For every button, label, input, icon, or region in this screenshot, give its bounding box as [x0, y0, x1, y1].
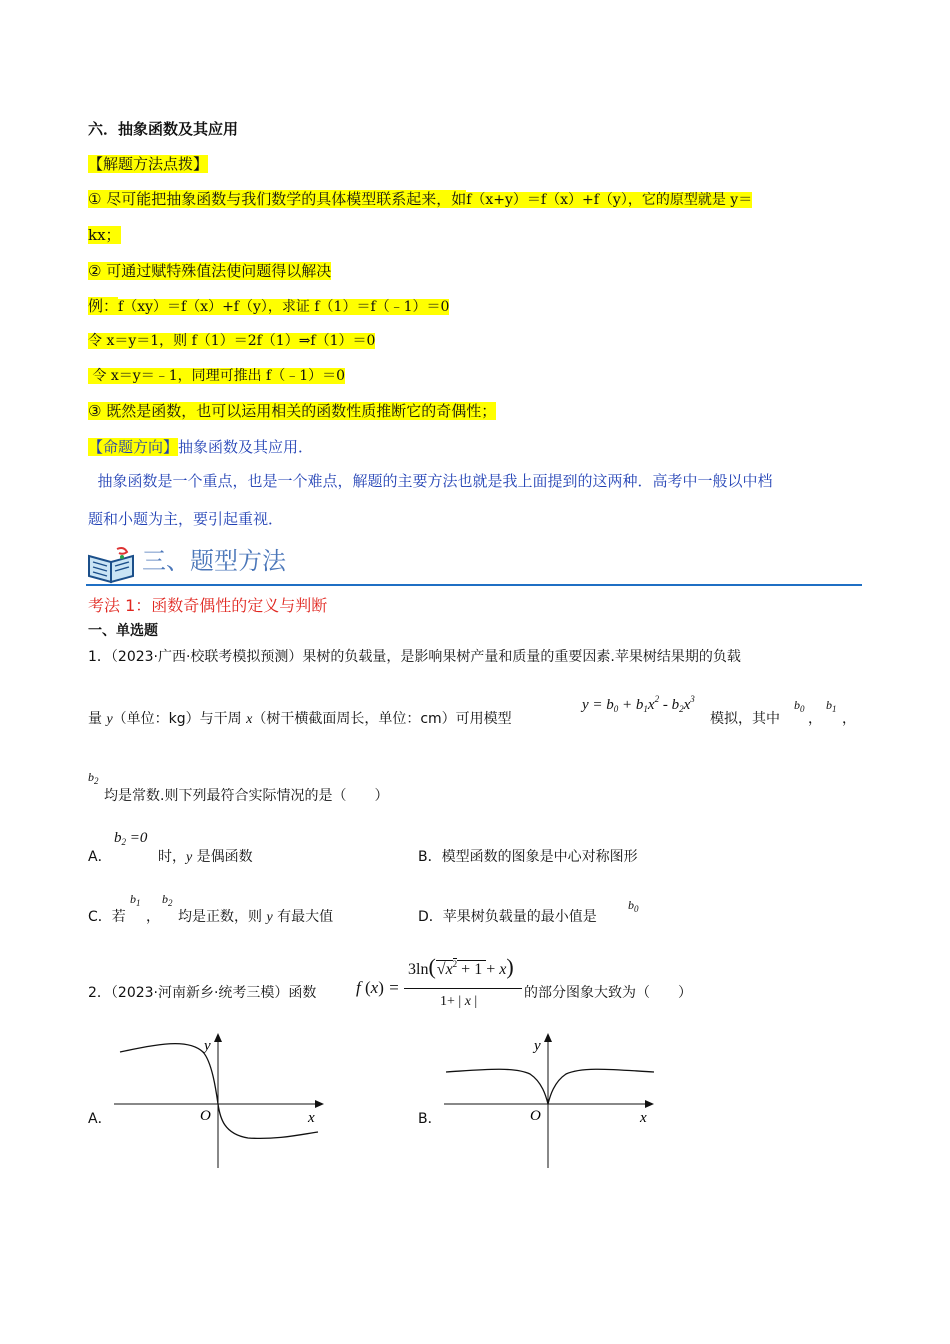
tip-header-text: 【解题方法点拨】	[88, 155, 209, 173]
graph-a-origin: O	[200, 1108, 211, 1124]
let-1	[88, 330, 375, 350]
section-title: 六．抽象函数及其应用	[88, 120, 239, 138]
tip-1-equation: f（x+y）＝f（x）+f（y），它的原型就是 y＝	[466, 192, 753, 208]
q1-option-a-math: $b_2 =0$	[114, 830, 148, 847]
q1-line-1: 1．（2023·广西·校联考模拟预测）果树的负载量，是影响果树产量和质量的重要因素.苹果树结果期的负载	[88, 649, 741, 665]
banner-title: 三、题型方法	[142, 547, 286, 575]
open-book-icon	[86, 546, 136, 588]
q1-option-a-var-y: y	[186, 850, 193, 865]
q1-option-a-text-b: 是偶函数	[192, 849, 253, 865]
q1-comma-1: ，	[808, 711, 822, 727]
q1-option-c-text	[178, 906, 333, 926]
q1-option-a-text	[158, 846, 253, 866]
tip-3	[88, 400, 496, 421]
tip-1	[88, 188, 752, 209]
tip-2-text: ② 可通过赋特殊值法使问题得以解决	[88, 262, 332, 280]
q1-option-c-comma: ，	[146, 909, 160, 925]
direction-header: 【命题方向】	[88, 438, 179, 456]
q1-option-b[interactable]: B．模型函数的图象是中心对称图形	[418, 849, 638, 865]
q1-line-2	[88, 708, 512, 728]
q2-graph-b[interactable]	[438, 1030, 663, 1174]
tip-1-text: ① 尽可能把抽象函数与我们数学的具体模型联系起来，如	[88, 190, 467, 208]
let-1-text: 令 x＝y＝1，则 f（1）＝2f（1）⇒f（1）＝0	[88, 333, 376, 349]
q1-text-a: 量	[88, 711, 107, 727]
q1-text-c: （树干横截面周长，单位：cm）可用模型	[252, 711, 512, 727]
q1-text-b: （单位：kg）与干周	[112, 711, 247, 727]
q2-denominator: 1+ | x |	[440, 994, 478, 1009]
q1-option-a-label: A．	[88, 849, 112, 865]
example-equation: f（xy）＝f（x）+f（y），求证 f（1）＝f（﹣1）＝0	[118, 299, 450, 315]
q1-option-c-text-b: 有最大值	[272, 909, 334, 925]
tip-2	[88, 260, 331, 281]
q1-option-c-b1: $b_1$	[130, 892, 141, 908]
q2-stem-a: 2．（2023·河南新乡·统考三模）函数	[88, 985, 317, 1001]
graph-a-y-label: y	[204, 1038, 211, 1054]
tip-3-text: ③ 既然是函数，也可以运用相关的函数性质推断它的奇偶性；	[88, 402, 497, 420]
graph-a-x-label: x	[308, 1110, 315, 1126]
q1-var-x: x	[246, 712, 253, 727]
q1-b2: $b_2$	[88, 770, 99, 786]
banner-divider	[86, 584, 862, 586]
q1-option-d-b0: $b_0$	[628, 898, 639, 914]
q1-option-a[interactable]	[88, 846, 112, 866]
example-label: 例：	[88, 297, 119, 315]
q2-func-lhs: f (x) =	[356, 978, 400, 997]
q1-option-c-b2: $b_2$	[162, 892, 173, 908]
q1-text-d: 模拟，其中	[710, 711, 780, 727]
q2-stem-b: 的部分图象大致为（ ）	[524, 985, 692, 1001]
subheading: 一、单选题	[88, 623, 158, 639]
q1-b0: $b_0$	[794, 698, 805, 714]
q1-var-y: y	[106, 712, 113, 727]
q2-numerator: $3\ln(√x^2 + 1 + x)$	[408, 954, 514, 979]
direction	[88, 436, 313, 457]
q1-b1: $b_1$	[826, 698, 837, 714]
graph-b-origin: O	[530, 1108, 541, 1124]
q2-option-a-label[interactable]: A．	[88, 1111, 112, 1127]
q1-option-c-var-y: y	[266, 910, 273, 925]
q1-option-a-text-a: 时，	[158, 849, 186, 865]
let-2-text: 令 x＝y＝﹣1，同理可推出 f（﹣1）＝0	[88, 368, 346, 384]
q1-line-3: 均是常数.则下列最符合实际情况的是（ ）	[104, 788, 389, 804]
method-title: 考法 1：函数奇偶性的定义与判断	[88, 596, 328, 615]
q1-comma-2: ，	[842, 711, 856, 727]
q1-model-formula: $y = b_0 + b_1x^2 - b_2x^3$	[582, 694, 695, 714]
q1-option-c-text-a: 均是正数，则	[178, 909, 267, 925]
paragraph-line-2: 题和小题为主，要引起重视．	[88, 510, 284, 528]
example	[88, 295, 449, 316]
tip-1-cont	[88, 224, 121, 245]
let-2	[88, 365, 345, 385]
q2-graph-a[interactable]	[108, 1030, 333, 1174]
graph-b-x-label: x	[640, 1110, 647, 1126]
tip-1-cont-text: kx；	[88, 226, 121, 244]
tip-header	[88, 153, 208, 174]
direction-text: 抽象函数及其应用．	[178, 438, 314, 456]
q2-fraction-bar	[404, 988, 522, 989]
q2-option-b-label[interactable]: B．	[418, 1111, 442, 1127]
paragraph-line-1: 抽象函数是一个重点，也是一个难点，解题的主要方法也就是我上面提到的这两种．高考中一般以中档	[88, 472, 773, 490]
q1-option-c-label[interactable]: C．若	[88, 909, 126, 925]
q1-option-d[interactable]: D．苹果树负载量的最小值是	[418, 909, 597, 925]
graph-b-y-label: y	[534, 1038, 541, 1054]
